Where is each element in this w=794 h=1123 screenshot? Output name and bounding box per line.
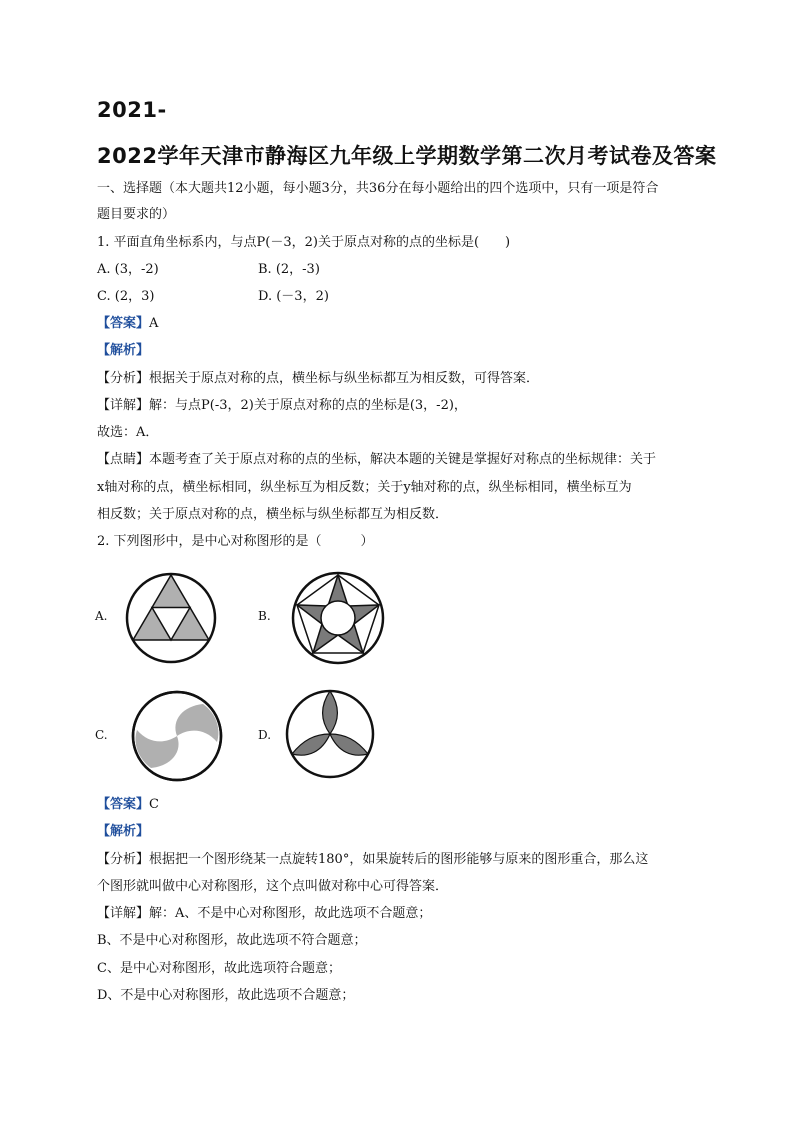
q2-answer-row: [97, 797, 159, 813]
analysis-tag: 【解析】: [97, 824, 150, 839]
q1-dianjing-row-1: [97, 452, 656, 468]
q1-dianjing-3: 相反数；关于原点对称的点，横坐标与纵坐标都互为相反数．: [97, 507, 449, 522]
q1-guxuan: 故选：A．: [97, 425, 159, 440]
figure-b-star-in-circle: [290, 570, 386, 666]
q2-answer: C: [149, 797, 159, 812]
q1-option-d: D. (－3，2): [258, 289, 329, 304]
answer-tag: 【答案】: [97, 797, 150, 812]
q1-dianjing-1: 本题考查了关于原点对称的点的坐标，解决本题的关键是掌握好对称点的坐标规律：关于: [149, 452, 657, 467]
q2-line-d: D、不是中心对称图形，故此选项不合题意；: [97, 988, 355, 1003]
q1-option-a: A. (3，-2): [97, 262, 159, 277]
q2-label-a: A.: [95, 609, 108, 623]
answer-tag: 【答案】: [97, 316, 150, 331]
title-line-2: 2022学年天津市静海区九年级上学期数学第二次月考试卷及答案: [97, 144, 717, 168]
q1-analysis-row: [97, 343, 149, 359]
q1-fenxi: 根据关于原点对称的点，横坐标与纵坐标都互为相反数，可得答案．: [149, 371, 540, 386]
xiangjie-tag: 【详解】: [97, 906, 150, 921]
figure-d-three-petals-in-circle: [284, 688, 376, 780]
q2-stem: 2. 下列图形中，是中心对称图形的是（ ）: [97, 534, 374, 549]
figure-c-swirl-in-circle: [131, 690, 223, 782]
analysis-tag: 【解析】: [97, 343, 150, 358]
fenxi-tag: 【分析】: [97, 852, 150, 867]
q1-dianjing-2: x轴对称的点，横坐标相同，纵坐标互为相反数；关于y轴对称的点，纵坐标相同，横坐标互为: [97, 480, 632, 495]
q2-label-d: D.: [258, 728, 272, 742]
q2-line-c: C、是中心对称图形，故此选项符合题意；: [97, 961, 341, 976]
q1-option-b: B. (2，-3): [258, 262, 320, 277]
q2-xiangjie-a: 解：A、不是中心对称图形，故此选项不合题意；: [149, 906, 432, 921]
q2-fenxi-2: 个图形就叫做中心对称图形，这个点叫做对称中心可得答案．: [97, 879, 449, 894]
section-heading-line-1: 一、选择题（本大题共12小题，每小题3分，共36分在每小题给出的四个选项中，只有一项是符合: [97, 181, 659, 196]
q1-fenxi-row: [97, 371, 539, 387]
q2-label-b: B.: [258, 609, 271, 623]
q2-label-c: C.: [95, 728, 108, 742]
title-line-1: 2021-: [97, 98, 167, 122]
section-heading-line-2: 题目要求的）: [97, 207, 176, 222]
q2-line-b: B、不是中心对称图形，故此选项不符合题意；: [97, 933, 367, 948]
q1-answer-row: [97, 316, 158, 332]
q1-xiangjie-row: [97, 398, 467, 414]
q1-stem: 1. 平面直角坐标系内，与点P(－3，2)关于原点对称的点的坐标是( ): [97, 235, 511, 250]
q1-answer: A: [149, 316, 159, 331]
fenxi-tag: 【分析】: [97, 371, 150, 386]
xiangjie-tag: 【详解】: [97, 398, 150, 413]
figure-a-triangle-in-circle: [125, 572, 217, 664]
q1-xiangjie: 解：与点P(-3，2)关于原点对称的点的坐标是(3，-2)，: [149, 398, 467, 413]
dianjing-tag: 【点睛】: [97, 452, 150, 467]
q2-fenxi-1: 根据把一个图形绕某一点旋转180°，如果旋转后的图形能够与原来的图形重合，那么这: [149, 852, 649, 867]
q2-fenxi-row-1: [97, 852, 648, 868]
q2-analysis-row: [97, 824, 149, 840]
q1-option-c: C. (2，3): [97, 289, 155, 304]
q2-xiangjie-row: [97, 906, 431, 922]
